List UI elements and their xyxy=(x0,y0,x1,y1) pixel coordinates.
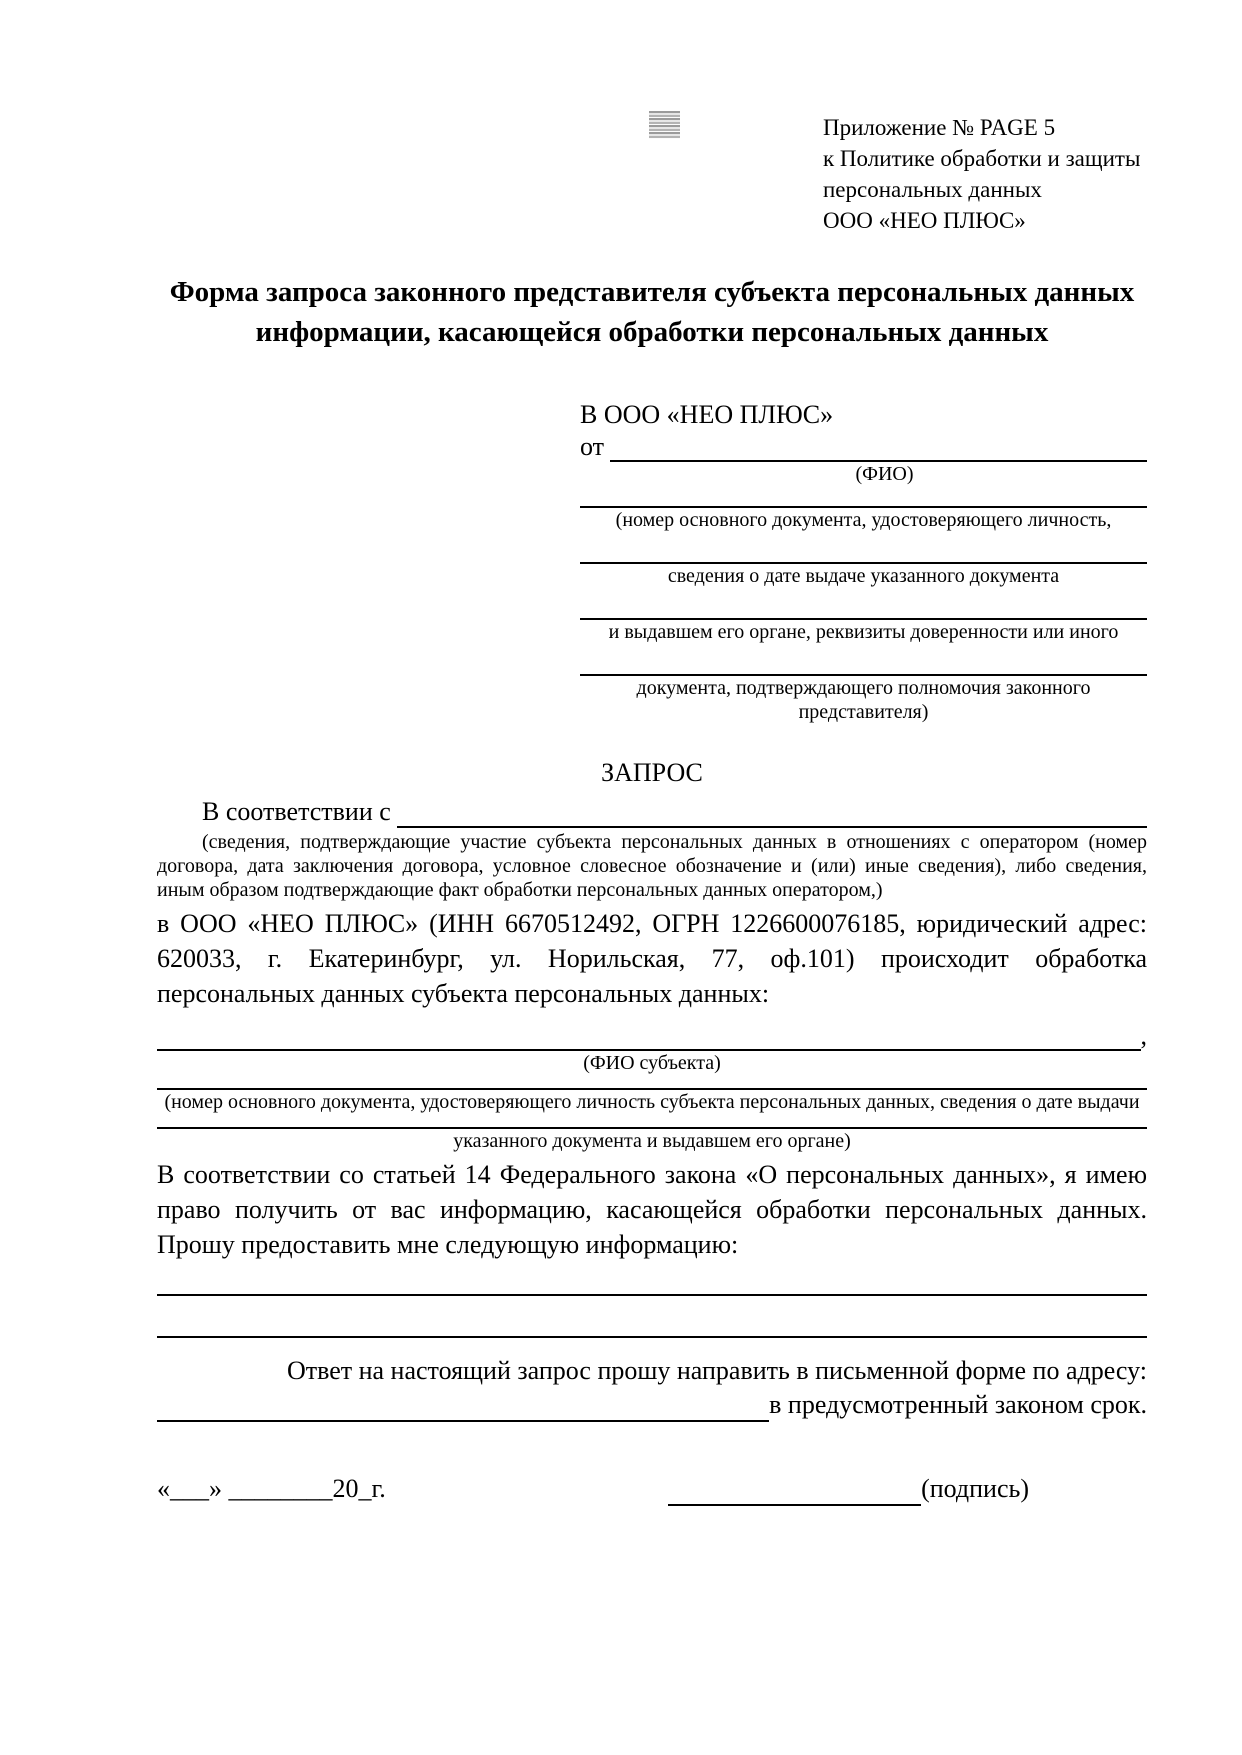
trailing-comma: , xyxy=(1140,1021,1147,1050)
appendix-note-line: к Политике обработки и защиты xyxy=(823,146,1141,171)
request-heading: ЗАПРОС xyxy=(601,758,703,787)
law-paragraph: В соответствии со статьей 14 Федерального закона «О персональных данных», я имею право получить от вас информацию, касающейся обработки персональных данных. Прошу предоставить мне следующую информацию: xyxy=(157,1160,1147,1259)
blank-field-line xyxy=(157,1019,1141,1051)
appendix-note xyxy=(823,112,1147,236)
signature-caption: (подпись) xyxy=(921,1474,1029,1503)
field-caption: (номер основного документа, удостоверяющего личность, xyxy=(615,509,1112,531)
appendix-note-line: персональных данных xyxy=(823,177,1042,202)
addressee-block xyxy=(580,398,1147,724)
subject-doc-caption: (номер основного документа, удостоверяющего личность субъекта персональных данных, сведения о дате выдачи xyxy=(164,1091,1140,1113)
subject-fio-row xyxy=(157,1019,1147,1051)
field-caption: сведения о дате выдаче указанного документа xyxy=(667,565,1060,587)
answer-tail: в предусмотренный законом срок. xyxy=(769,1390,1147,1419)
date-blank: «___» ________20_г. xyxy=(157,1474,386,1503)
blank-field-line xyxy=(157,1262,1147,1296)
appendix-note-line: ООО «НЕО ПЛЮС» xyxy=(823,208,1026,233)
blank-field-line xyxy=(610,434,1147,462)
blank-field-line xyxy=(157,1394,769,1422)
fio-caption: (ФИО) xyxy=(855,463,914,485)
field-caption: и выдавшем его органе, реквизиты доверенности или иного xyxy=(608,621,1119,643)
form-title xyxy=(157,272,1147,352)
form-title-line1: Форма запроса законного представителя субъекта персональных данных xyxy=(169,276,1135,308)
accordance-label: В соответствии с xyxy=(202,797,391,826)
subject-fio-caption: (ФИО субъекта) xyxy=(583,1052,721,1074)
answer-address-row xyxy=(157,1388,1147,1422)
appendix-note-line: Приложение № PAGE 5 xyxy=(823,115,1056,140)
answer-intro: Ответ на настоящий запрос прошу направить в письменной форме по адресу: xyxy=(286,1356,1147,1385)
blank-field-line xyxy=(157,1075,1147,1090)
subject-doc-caption: указанного документа и выдавшем его органе) xyxy=(453,1130,851,1152)
accordance-fine-print: (сведения, подтверждающие участие субъекта персональных данных в отношениях с оператором (номер договора, дата заключения договора, условное словесное обозначение и (или) иные сведения), либо сведения, иным образом подтверждающие факт обработки персональных данных оператором,) xyxy=(157,831,1147,901)
operator-paragraph: в ООО «НЕО ПЛЮС» (ИНН 6670512492, ОГРН 1226600076185, юридический адрес: 620033, г. Екатеринбург, ул. Норильская, 77, оф.101) происходит обработка персональных данных субъекта персональных данных: xyxy=(157,909,1147,1008)
accordance-row xyxy=(157,796,1147,828)
document-content xyxy=(157,0,1147,1506)
form-title-line2: информации, касающейся обработки персональных данных xyxy=(255,316,1049,348)
blank-field-line xyxy=(580,588,1147,620)
from-label: от xyxy=(580,432,605,461)
blank-field-line xyxy=(397,800,1147,828)
field-caption: документа, подтверждающего полномочия законного представителя) xyxy=(636,677,1091,723)
signature-group xyxy=(668,1472,1029,1506)
date-signature-row xyxy=(157,1472,1147,1506)
blank-field-line xyxy=(580,532,1147,564)
blank-field-line xyxy=(157,1114,1147,1129)
blank-field-line xyxy=(580,486,1147,508)
blank-field-line xyxy=(157,1296,1147,1338)
blank-field-line xyxy=(580,644,1147,676)
signature-line xyxy=(668,1478,921,1506)
addressee-company: В ООО «НЕО ПЛЮС» xyxy=(580,400,834,429)
from-field-row xyxy=(580,432,1147,462)
